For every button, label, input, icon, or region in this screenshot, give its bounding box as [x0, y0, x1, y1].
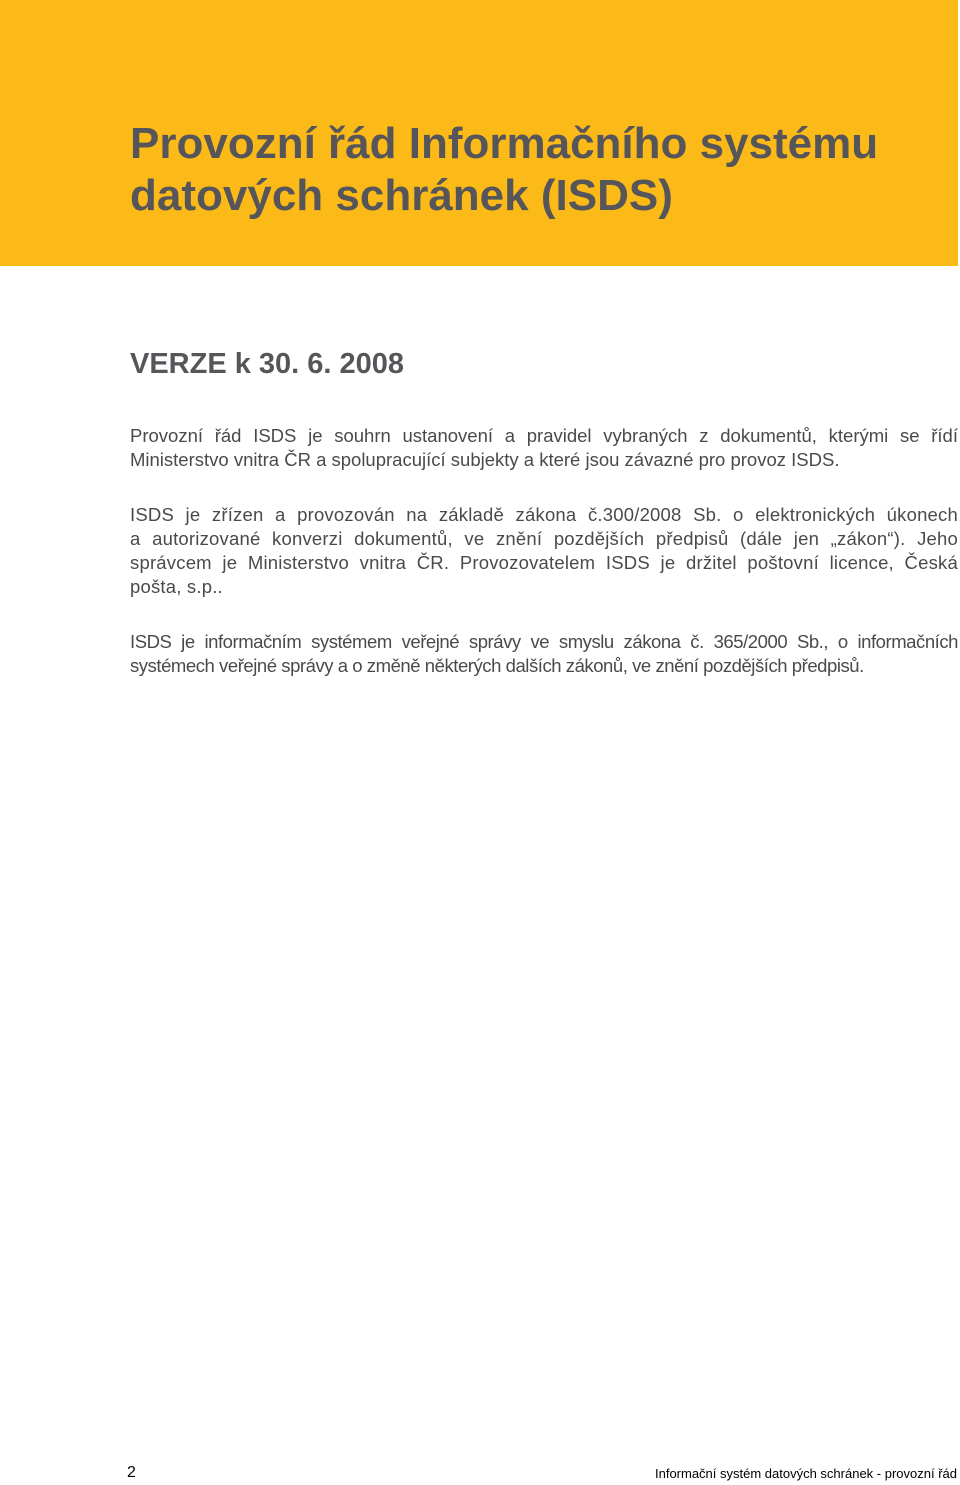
page-footer	[0, 1462, 960, 1485]
paragraph-line: systémech veřejné správy a o změně některých dalších zákonů, ve znění pozdějších předpisů.	[130, 655, 864, 676]
paragraph-line: pošta, s.p..	[130, 576, 223, 597]
paragraph-line: ISDS je informačním systémem veřejné správy ve smyslu zákona č. 365/2000 Sb., o informačních	[130, 631, 958, 652]
title-banner	[0, 0, 958, 266]
document-title	[130, 118, 930, 222]
document-title-line-1: Provozní řád Informačního systému	[130, 119, 879, 168]
version-heading: VERZE k 30. 6. 2008	[130, 348, 405, 380]
document-title-line-2: datových schránek (ISDS)	[130, 171, 673, 220]
paragraph-line: ISDS je zřízen a provozován na základě zákona č.300/2008 Sb. o elektronických úkonech	[130, 504, 958, 525]
paragraph-line: Ministerstvo vnitra ČR a spolupracující subjekty a které jsou závazné pro provoz ISDS.	[130, 449, 840, 470]
paragraph-intro	[130, 424, 958, 472]
paragraph-line: Provozní řád ISDS je souhrn ustanovení a pravidel vybraných z dokumentů, kterými se řídí	[130, 425, 958, 446]
paragraph-information-system	[130, 630, 958, 678]
footer-document-title: Informační systém datových schránek - provozní řád	[654, 1466, 957, 1481]
page-number: 2	[127, 1464, 136, 1481]
paragraph-line: správcem je Ministerstvo vnitra ČR. Provozovatelem ISDS je držitel poštovní licence, Česká	[130, 552, 958, 573]
paragraph-legal-basis	[130, 503, 958, 599]
paragraph-line: a autorizované konverzi dokumentů, ve znění pozdějších předpisů (dále jen „zákon“). Jeho	[130, 528, 958, 549]
